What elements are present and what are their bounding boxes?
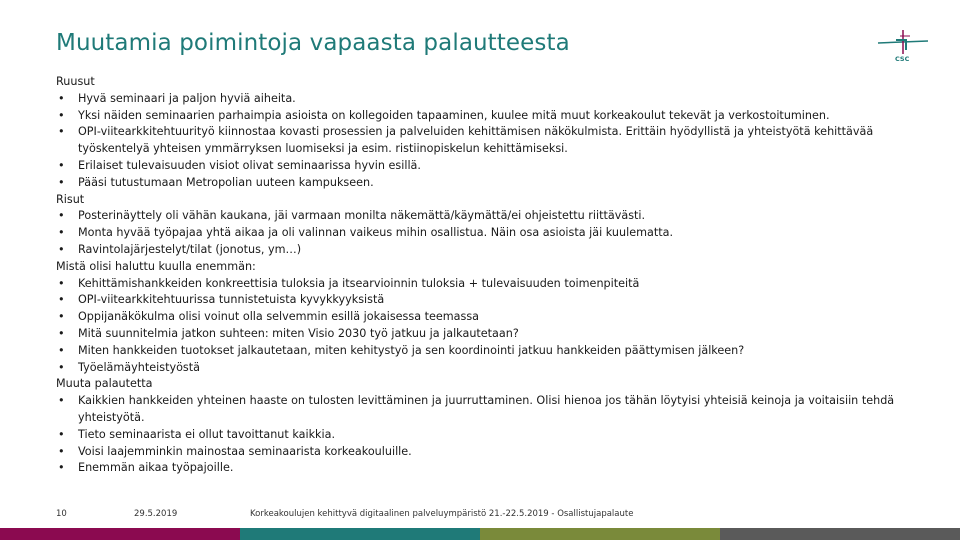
bullet-icon: • xyxy=(58,444,65,458)
bullet-icon: • xyxy=(58,226,65,240)
list-item-text: Tieto seminaarista ei ollut tavoittanut kaikkia. xyxy=(78,427,336,441)
section-heading: Ruusut xyxy=(56,75,95,88)
section-heading: Mistä olisi haluttu kuulla enemmän: xyxy=(56,259,256,273)
list-item xyxy=(56,326,916,343)
bullet-icon: • xyxy=(58,461,65,475)
list-item-text: Pääsi tutustumaan Metropolian uuteen kampukseen. xyxy=(78,175,374,189)
csc-logo xyxy=(876,26,930,64)
bar-segment-magenta xyxy=(0,528,240,540)
list-item xyxy=(56,175,916,192)
bullet-icon: • xyxy=(58,158,65,172)
list-item xyxy=(56,427,916,444)
bullet-icon: • xyxy=(58,326,65,340)
bullet-icon: • xyxy=(58,394,65,408)
bar-segment-teal xyxy=(240,528,480,540)
bullet-icon: • xyxy=(58,360,65,374)
bullet-icon: • xyxy=(58,242,65,256)
page-number: 10 xyxy=(56,509,67,519)
bar-segment-gray xyxy=(720,528,960,540)
bullet-icon: • xyxy=(58,276,65,290)
list-item-text: Posterinäyttely oli vähän kaukana, jäi varmaan monilta näkemättä/käymättä/ei ohjeistettu riittävästi. xyxy=(78,209,646,223)
list-item xyxy=(56,343,916,360)
bullet-icon: • xyxy=(58,293,65,307)
list-item xyxy=(56,460,916,477)
list-item-text: Miten hankkeiden tuotokset jalkautetaan, miten kehitystyö ja sen koordinointi jatkuu hankkeiden päättymisen jälkeen? xyxy=(78,343,745,357)
section-heading: Muuta palautetta xyxy=(56,377,153,391)
footer-caption: Korkeakoulujen kehittyvä digitaalinen palveluympäristö 21.-22.5.2019 - Osallistujapalaute xyxy=(250,509,634,519)
bullet-icon: • xyxy=(58,108,65,122)
list-item xyxy=(56,309,916,326)
list-item xyxy=(56,124,916,158)
list-item-text: Monta hyvää työpajaa yhtä aikaa ja oli valinnan vaikeus mihin osallistua. Näin osa asioista jäi kuulematta. xyxy=(78,226,674,240)
list-item-text: Hyvä seminaari ja paljon hyviä aiheita. xyxy=(78,91,296,105)
list-item xyxy=(56,360,916,377)
list-item-text: Ravintolajärjestelyt/tilat (jonotus, ym…) xyxy=(78,242,302,256)
bullet-icon: • xyxy=(58,343,65,357)
bullet-icon: • xyxy=(58,310,65,324)
bullet-icon: • xyxy=(58,91,65,105)
bullet-icon: • xyxy=(58,427,65,441)
list-item xyxy=(56,276,916,293)
logo-text: CSC xyxy=(895,55,910,63)
list-item xyxy=(56,108,916,125)
list-item-text: Kehittämishankkeiden konkreettisia tuloksia ja itsearvioinnin tuloksia + tulevaisuuden toimenpiteitä xyxy=(78,276,640,290)
list-item-text: Kaikkien hankkeiden yhteinen haaste on tulosten levittäminen ja juurruttaminen. Olisi hienoa jos tähän löytyisi yhteisiä keinoja ja voitaisiin tehdä yhteistyötä. xyxy=(78,394,895,424)
list-item xyxy=(56,393,916,427)
list-item xyxy=(56,242,916,259)
list-item-text: Työelämäyhteistyöstä xyxy=(78,360,200,374)
list-item-text: Oppijanäkökulma olisi voinut olla selvemmin esillä jokaisessa teemassa xyxy=(78,310,480,324)
content-area xyxy=(56,74,916,477)
list-item-text: OPI-viitearkkitehtuurityö kiinnostaa kovasti prosessien ja palveluiden kehittämisen näkökulmista. Erittäin hyödyllistä ja yhteistyötä kehittävää työskentelyä yhteisen ymmärryksen luomiseksi ja esim. ristiinopiskelun kehittämiseksi. xyxy=(78,125,874,156)
list-item-text: Voisi laajemminkin mainostaa seminaarista korkeakouluille. xyxy=(78,444,412,458)
bullet-icon: • xyxy=(58,175,65,189)
bullet-icon: • xyxy=(58,125,65,139)
bullet-icon: • xyxy=(58,209,65,223)
slide-title: Muutamia poimintoja vapaasta palautteesta xyxy=(56,30,570,56)
list-item-text: Enemmän aikaa työpajoille. xyxy=(78,461,234,475)
list-item-text: Mitä suunnitelmia jatkon suhteen: miten Visio 2030 työ jatkuu ja jalkautetaan? xyxy=(78,326,519,340)
list-item-text: Erilaiset tulevaisuuden visiot olivat seminaarissa hyvin esillä. xyxy=(78,158,421,172)
list-item-text: Yksi näiden seminaarien parhaimpia asioista on kollegoiden tapaaminen, kuulee mitä muut korkeakoulut tekevät ja verkostoituminen. xyxy=(78,108,830,122)
bar-segment-olive xyxy=(480,528,720,540)
list-item xyxy=(56,208,916,225)
list-item xyxy=(56,225,916,242)
list-item xyxy=(56,444,916,461)
list-item xyxy=(56,292,916,309)
bottom-color-bar xyxy=(0,528,960,540)
list-item xyxy=(56,158,916,175)
list-item xyxy=(56,91,916,108)
list-item-text: OPI-viitearkkitehtuurissa tunnistetuista kyvykkyyksistä xyxy=(78,293,385,307)
footer-date: 29.5.2019 xyxy=(134,509,178,519)
section-heading: Risut xyxy=(56,192,85,206)
